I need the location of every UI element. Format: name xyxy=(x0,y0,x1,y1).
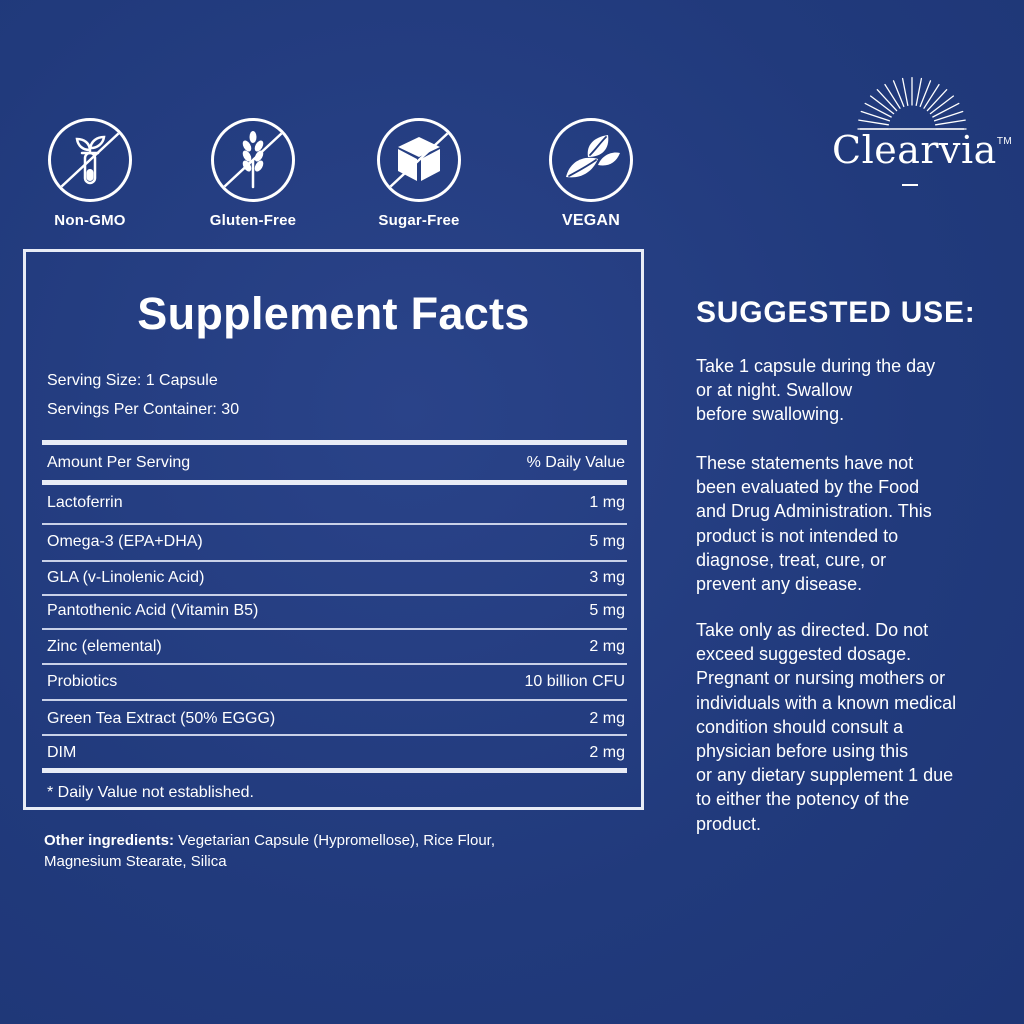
text-line: individuals with a known medical xyxy=(696,692,957,713)
text-line: Pregnant or nursing mothers or xyxy=(696,668,946,689)
suggested-use-section xyxy=(696,296,1006,834)
other-ingredients-text: Vegetarian Capsule (Hypromellose), Rice Flour, xyxy=(174,832,495,849)
safety-warning xyxy=(696,618,1006,836)
text-line: product is not intended to xyxy=(696,525,899,546)
text-line: condition should consult a xyxy=(696,716,904,737)
nutrient-name: GLA (v-Linolenic Acid) xyxy=(47,569,205,586)
divider-thick xyxy=(42,440,627,445)
nutrient-row xyxy=(47,744,625,762)
nutrient-amount: 5 mg xyxy=(589,602,625,619)
text-line: physician before using this xyxy=(696,741,909,762)
serving-size: Serving Size: 1 Capsule xyxy=(47,372,218,389)
nutrient-name: Probiotics xyxy=(47,673,118,690)
divider-thick xyxy=(42,768,627,773)
no-gluten-icon xyxy=(214,121,292,199)
brand-logo xyxy=(832,72,1013,186)
text-line: Take only as directed. Do not xyxy=(696,620,929,640)
brand-name: Clearvia™ xyxy=(832,128,1013,172)
divider-thin xyxy=(42,523,627,525)
text-line: These statements have not xyxy=(696,453,914,473)
text-line: Take 1 capsule during the day xyxy=(696,356,936,376)
nutrient-row xyxy=(47,638,625,656)
nutrient-name: Pantothenic Acid (Vitamin B5) xyxy=(47,602,259,619)
badge-label: VEGAN xyxy=(562,212,620,229)
text-line: exceed suggested dosage. xyxy=(696,644,912,665)
text-line: prevent any disease. xyxy=(696,574,863,595)
suggested-use-instructions xyxy=(696,354,1006,427)
badge-non-gmo xyxy=(35,118,145,229)
nutrient-amount: 2 mg xyxy=(589,638,625,655)
badge-sugar-free xyxy=(364,118,474,229)
divider-thin xyxy=(42,699,627,701)
text-line: or any dietary supplement 1 due xyxy=(696,765,954,786)
badge-label: Sugar-Free xyxy=(378,212,460,229)
divider-thick xyxy=(42,480,627,485)
vegan-leaf-icon xyxy=(552,121,630,199)
header-daily-value: % Daily Value xyxy=(526,454,625,471)
nutrient-row xyxy=(47,673,625,691)
nutrient-row xyxy=(47,602,625,620)
badge-label: Gluten-Free xyxy=(209,212,297,229)
badge-gluten-free xyxy=(198,118,308,229)
text-line: or at night. Swallow xyxy=(696,380,853,401)
nutrient-amount: 2 mg xyxy=(589,710,625,727)
sunburst-icon xyxy=(856,72,968,130)
other-ingredients xyxy=(44,830,644,872)
text-line: before swallowing. xyxy=(696,404,845,425)
badge-label: Non-GMO xyxy=(54,212,126,229)
nutrient-row xyxy=(47,710,625,728)
nutrient-amount: 2 mg xyxy=(589,744,625,761)
text-line: been evaluated by the Food xyxy=(696,477,920,498)
brand-divider xyxy=(902,184,918,186)
text-line: product. xyxy=(696,813,762,834)
facts-title: Supplement Facts xyxy=(137,288,530,339)
badge-vegan xyxy=(536,118,646,230)
nutrient-name: Omega-3 (EPA+DHA) xyxy=(47,533,203,550)
fda-disclaimer xyxy=(696,451,1006,596)
no-gmo-icon xyxy=(51,121,129,199)
nutrient-row xyxy=(47,533,625,551)
nutrient-name: Lactoferrin xyxy=(47,494,123,511)
divider-thin xyxy=(42,663,627,665)
supplement-facts-panel xyxy=(23,249,644,810)
divider-thin xyxy=(42,628,627,630)
other-ingredients-text-line2: Magnesium Stearate, Silica xyxy=(44,853,227,870)
nutrient-amount: 10 billion CFU xyxy=(524,673,625,690)
no-sugar-icon xyxy=(380,121,458,199)
divider-thin xyxy=(42,734,627,736)
nutrient-amount: 5 mg xyxy=(589,533,625,550)
divider-thin xyxy=(42,594,627,596)
nutrient-name: DIM xyxy=(47,744,77,761)
nutrient-row xyxy=(47,569,625,587)
nutrient-amount: 3 mg xyxy=(589,569,625,586)
other-ingredients-label: Other ingredients: xyxy=(44,832,175,849)
text-line: to either the potency of the xyxy=(696,789,910,810)
nutrient-name: Zinc (elemental) xyxy=(47,638,162,655)
text-line: diagnose, treat, cure, or xyxy=(696,549,887,570)
nutrient-amount: 1 mg xyxy=(589,494,625,511)
servings-per-container: Servings Per Container: 30 xyxy=(47,401,240,418)
divider-thin xyxy=(42,560,627,562)
nutrient-row xyxy=(47,494,625,512)
text-line: and Drug Administration. This xyxy=(696,501,932,522)
facts-header-row xyxy=(47,454,625,472)
nutrient-name: Green Tea Extract (50% EGGG) xyxy=(47,710,276,727)
suggested-use-heading: SUGGESTED USE: xyxy=(696,296,976,329)
header-amount-per-serving: Amount Per Serving xyxy=(47,454,191,471)
facts-footnote: * Daily Value not established. xyxy=(47,784,254,801)
